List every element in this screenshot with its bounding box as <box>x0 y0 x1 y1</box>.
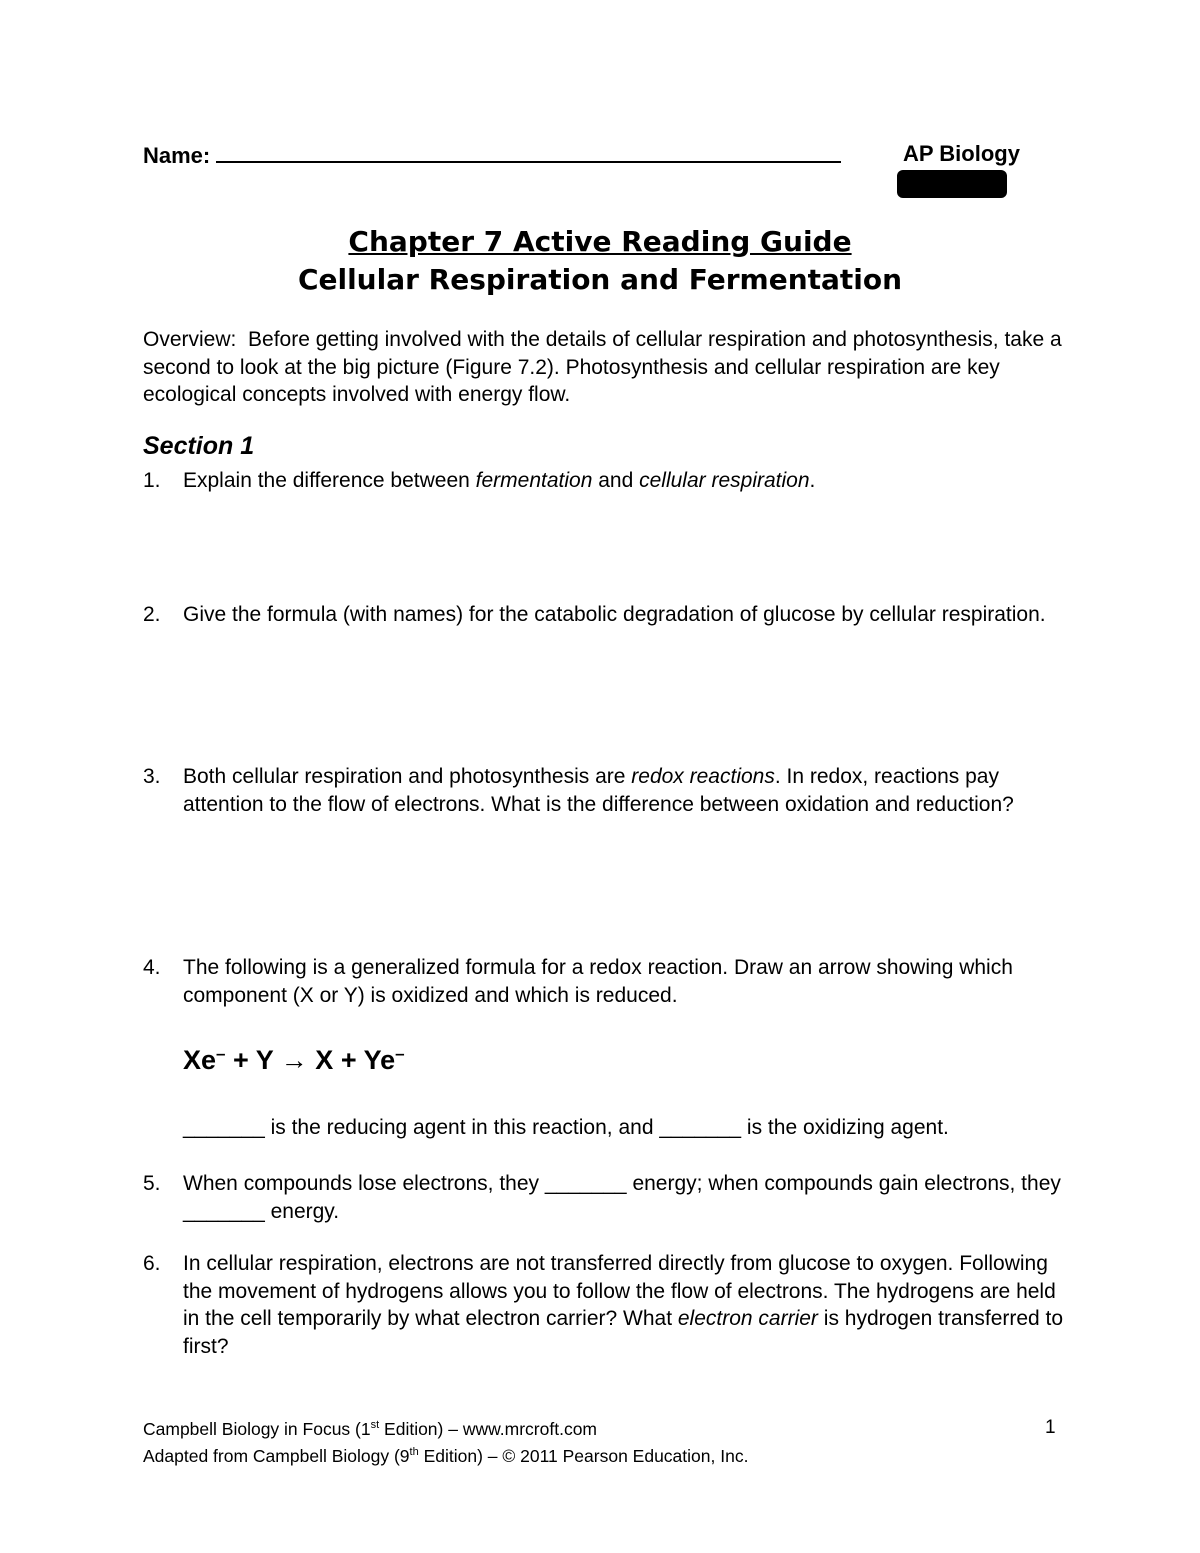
redox-equation: Xe– + Y → X + Ye– <box>183 1044 405 1075</box>
question-text: The following is a generalized formula for a redox reaction. Draw an arrow showing which component (X or Y) is oxidized and which is reduced. <box>183 956 1013 1007</box>
question-text: In cellular respiration, electrons are not transferred directly from glucose to oxygen. Following the movement of hydrogens allows you to follow the flow of electrons. The hydrogens are held in the cell temporarily by what electron carrier? What electron carrier is hydrogen transferred to first? <box>183 1252 1064 1358</box>
question-text: Both cellular respiration and photosynthesis are redox reactions. In redox, reactions pay attention to the flow of electrons. What is the difference between oxidation and reduction? <box>183 765 1014 816</box>
question-3 <box>143 763 1073 818</box>
section-heading: Section 1 <box>143 432 255 460</box>
question-text: When compounds lose electrons, they _______ energy; when compounds gain electrons, they _______ energy. <box>183 1172 1061 1223</box>
question-5 <box>143 1170 1073 1225</box>
overview-text: Before getting involved with the details of cellular respiration and photosynthesis, take a second to look at the big picture (Figure 7.2). Photosynthesis and cellular respiration are key ecological concepts involved with energy flow. <box>143 328 1062 406</box>
footer-line-1: Campbell Biology in Focus (1st Edition) – www.mrcroft.com <box>143 1418 597 1439</box>
overview-label: Overview: <box>143 328 237 351</box>
footer-line-2: Adapted from Campbell Biology (9th Edition) – © 2011 Pearson Education, Inc. <box>143 1445 749 1466</box>
question-number: 4. <box>143 956 161 979</box>
question-number: 5. <box>143 1172 161 1195</box>
redaction-mark <box>897 170 1007 198</box>
name-label: Name: <box>143 143 211 168</box>
overview-paragraph <box>143 326 1063 409</box>
question-number: 3. <box>143 765 161 788</box>
footer-citation <box>143 1414 748 1468</box>
agents-fill-in: _______ is the reducing agent in this reaction, and _______ is the oxidizing agent. <box>183 1116 949 1139</box>
question-text: Give the formula (with names) for the catabolic degradation of glucose by cellular respiration. <box>183 603 1046 626</box>
name-field <box>143 141 841 169</box>
question-number: 2. <box>143 603 161 626</box>
name-blank-line <box>216 141 841 163</box>
page-title: Chapter 7 Active Reading Guide <box>348 225 852 258</box>
question-text: Explain the difference between fermentation and cellular respiration. <box>183 469 816 492</box>
question-number: 6. <box>143 1252 161 1275</box>
page-number: 1 <box>1045 1417 1056 1438</box>
question-number: 1. <box>143 469 161 492</box>
page-subtitle: Cellular Respiration and Fermentation <box>297 263 903 296</box>
question-2 <box>143 601 1073 629</box>
question-4 <box>143 954 1073 1009</box>
question-1 <box>143 467 1073 495</box>
question-6 <box>143 1250 1073 1360</box>
course-label: AP Biology <box>903 141 1020 166</box>
